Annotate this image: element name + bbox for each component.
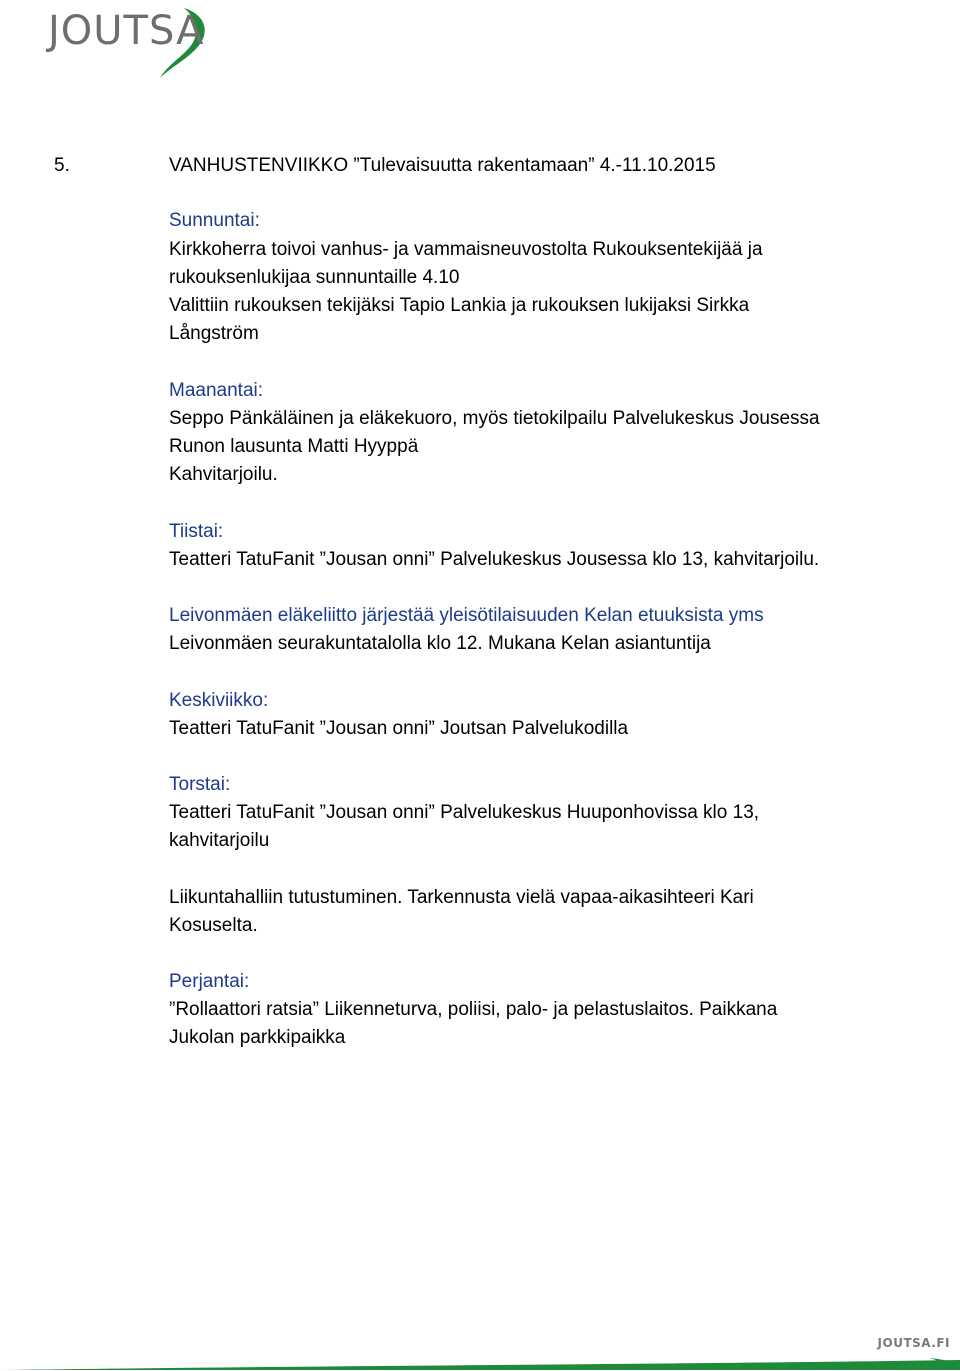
section-number: 5.: [54, 155, 70, 176]
tuesday-line-1: Teatteri TatuFanit ”Jousan onni” Palvelukeskus Jousessa klo 13, kahvitarjoilu.: [169, 549, 820, 570]
monday-line-2: Runon lausunta Matti Hyyppä: [169, 436, 419, 457]
footer-swoosh-icon: [0, 1358, 960, 1371]
tuesday-line-3: Leivonmäen seurakuntatalolla klo 12. Mukana Kelan asiantuntija: [169, 633, 711, 654]
tuesday-line-2: Leivonmäen eläkeliitto järjestää yleisötilaisuuden Kelan etuuksista yms: [169, 605, 764, 626]
monday-line-3: Kahvitarjoilu.: [169, 464, 278, 485]
sunday-line-1: Kirkkoherra toivoi vanhus- ja vammaisneuvostolta Rukouksentekijää ja: [169, 239, 763, 260]
thursday-line-1: Teatteri TatuFanit ”Jousan onni” Palvelukeskus Huuponhovissa klo 13,: [169, 802, 760, 823]
wednesday-label: Keskiviikko:: [169, 690, 269, 711]
sunday-line-2: rukouksenlukijaa sunnuntaille 4.10: [169, 267, 460, 288]
sunday-line-3: Valittiin rukouksen tekijäksi Tapio Lankia ja rukouksen lukijaksi Sirkka: [169, 295, 750, 316]
joutsa-logo: [44, 4, 214, 84]
section-title: VANHUSTENVIIKKO ”Tulevaisuutta rakentamaan” 4.-11.10.2015: [169, 155, 716, 176]
monday-line-1: Seppo Pänkäläinen ja eläkekuoro, myös tietokilpailu Palvelukeskus Jousessa: [169, 408, 820, 429]
sunday-line-4: Långström: [169, 323, 259, 344]
sunday-label: Sunnuntai:: [169, 210, 260, 231]
tuesday-label: Tiistai:: [169, 521, 224, 542]
thursday-line-2: kahvitarjoilu: [169, 830, 270, 851]
friday-label: Perjantai:: [169, 971, 250, 992]
thursday-label: Torstai:: [169, 774, 231, 795]
logo-wordmark: JOUTSA: [48, 8, 205, 54]
monday-label: Maanantai:: [169, 380, 264, 401]
friday-line-1: ”Rollaattori ratsia” Liikenneturva, poliisi, palo- ja pelastuslaitos. Paikkana: [169, 999, 778, 1020]
footer-brand: JOUTSA.FI: [877, 1336, 950, 1350]
thursday-line-4: Kosuselta.: [169, 915, 258, 936]
thursday-line-3: Liikuntahalliin tutustuminen. Tarkennusta vielä vapaa-aikasihteeri Kari: [169, 887, 754, 908]
friday-line-2: Jukolan parkkipaikka: [169, 1027, 346, 1048]
wednesday-line-1: Teatteri TatuFanit ”Jousan onni” Joutsan Palvelukodilla: [169, 718, 629, 739]
